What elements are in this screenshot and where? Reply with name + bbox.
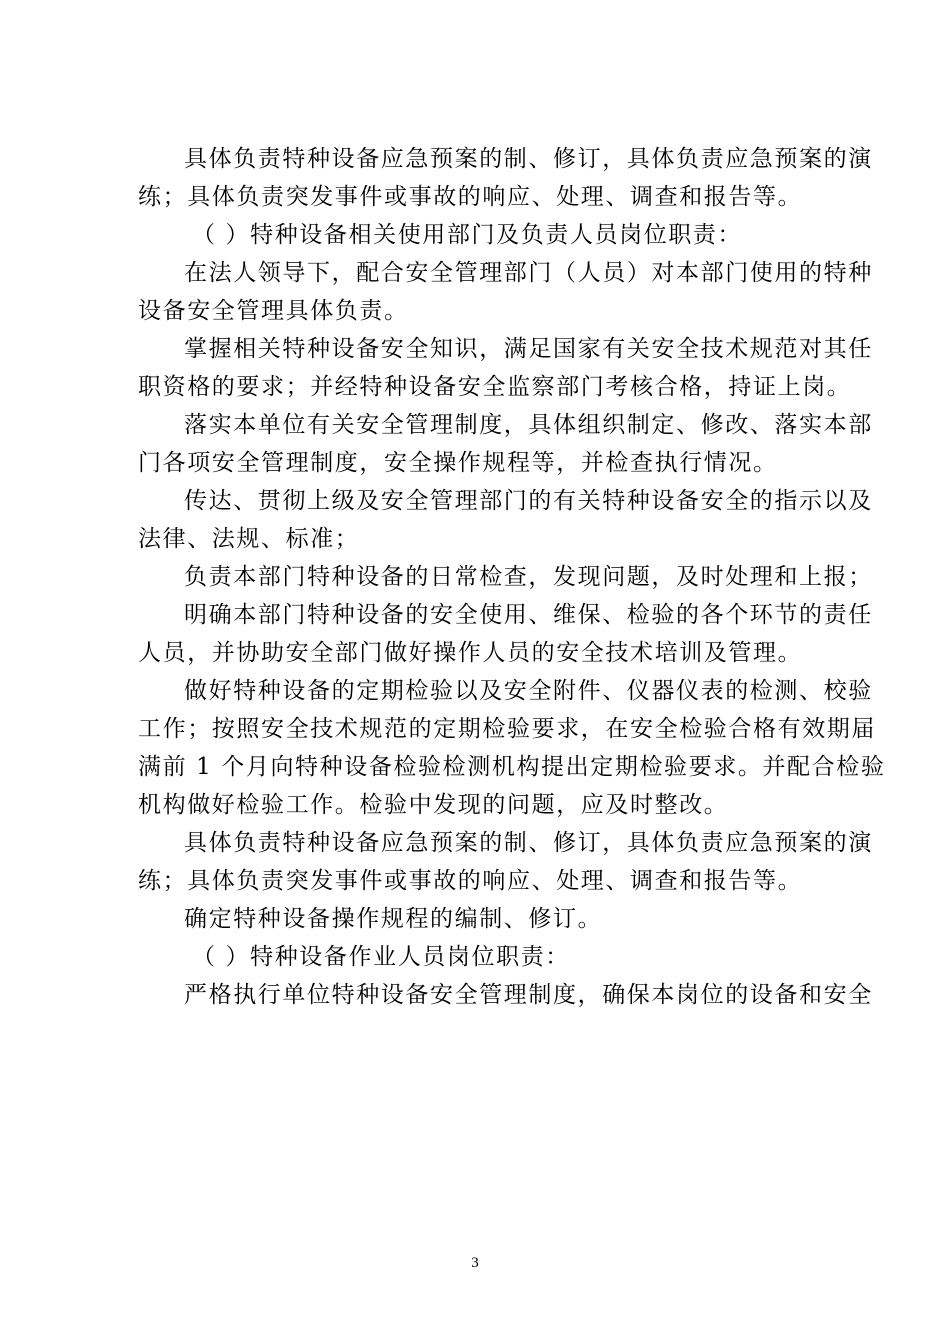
paragraph — [138, 482, 873, 558]
text-line: 传达、贯彻上级及安全管理部门的有关特种设备安全的指示以及 — [184, 488, 873, 514]
paragraph — [138, 824, 873, 900]
text-line: 满前 1 个月向特种设备检验检测机构提出定期检验要求。并配合检验 — [138, 754, 886, 780]
text-line: 工作；按照安全技术规范的定期检验要求，在安全检验合格有效期届 — [138, 716, 876, 742]
paragraph — [138, 140, 873, 216]
text-line: 落实本单位有关安全管理制度，具体组织制定、修改、落实本部 — [184, 412, 873, 438]
text-line: 严格执行单位特种设备安全管理制度，确保本岗位的设备和安全 — [184, 982, 873, 1008]
text-line: 确定特种设备操作规程的编制、修订。 — [184, 906, 603, 932]
text-line: 门各项安全管理制度，安全操作规程等，并检查执行情况。 — [138, 450, 778, 476]
text-line: 练；具体负责突发事件或事故的响应、处理、调查和报告等。 — [138, 868, 803, 894]
text-line: 明确本部门特种设备的安全使用、维保、检验的各个环节的责任 — [184, 602, 873, 628]
text-line: 练；具体负责突发事件或事故的响应、处理、调查和报告等。 — [138, 184, 803, 210]
paragraph — [138, 406, 873, 482]
section-heading — [138, 216, 814, 254]
text-line: 设备安全管理具体负责。 — [138, 298, 409, 324]
text-line: 负责本部门特种设备的日常检查，发现问题，及时处理和上报； — [184, 564, 873, 590]
section-heading — [138, 938, 814, 976]
text-line: 在法人领导下，配合安全管理部门（人员）对本部门使用的特种 — [184, 260, 873, 286]
text-line: 具体负责特种设备应急预案的制、修订，具体负责应急预案的演 — [184, 830, 873, 856]
text-line: （ ）特种设备作业人员岗位职责： — [192, 944, 570, 970]
text-line: 做好特种设备的定期检验以及安全附件、仪器仪表的检测、校验 — [184, 678, 873, 704]
paragraph — [138, 976, 873, 1014]
text-line: 掌握相关特种设备安全知识，满足国家有关安全技术规范对其任 — [184, 336, 873, 362]
text-line: 职资格的要求；并经特种设备安全监察部门考核合格，持证上岗。 — [138, 374, 852, 400]
text-line: 法律、法规、标准； — [138, 526, 360, 552]
paragraph — [138, 254, 873, 330]
document-body — [138, 140, 886, 1014]
text-line: 机构做好检验工作。检验中发现的问题，应及时整改。 — [138, 792, 729, 818]
text-line: （ ）特种设备相关使用部门及负责人员岗位职责： — [192, 222, 743, 248]
paragraph — [138, 330, 873, 406]
text-line: 人员，并协助安全部门做好操作人员的安全技术培训及管理。 — [138, 640, 803, 666]
text-line: 具体负责特种设备应急预案的制、修订，具体负责应急预案的演 — [184, 146, 873, 172]
paragraph — [138, 596, 873, 672]
page-number: 3 — [471, 1255, 479, 1271]
paragraph — [138, 900, 814, 938]
paragraph — [138, 672, 886, 824]
paragraph — [138, 558, 873, 596]
